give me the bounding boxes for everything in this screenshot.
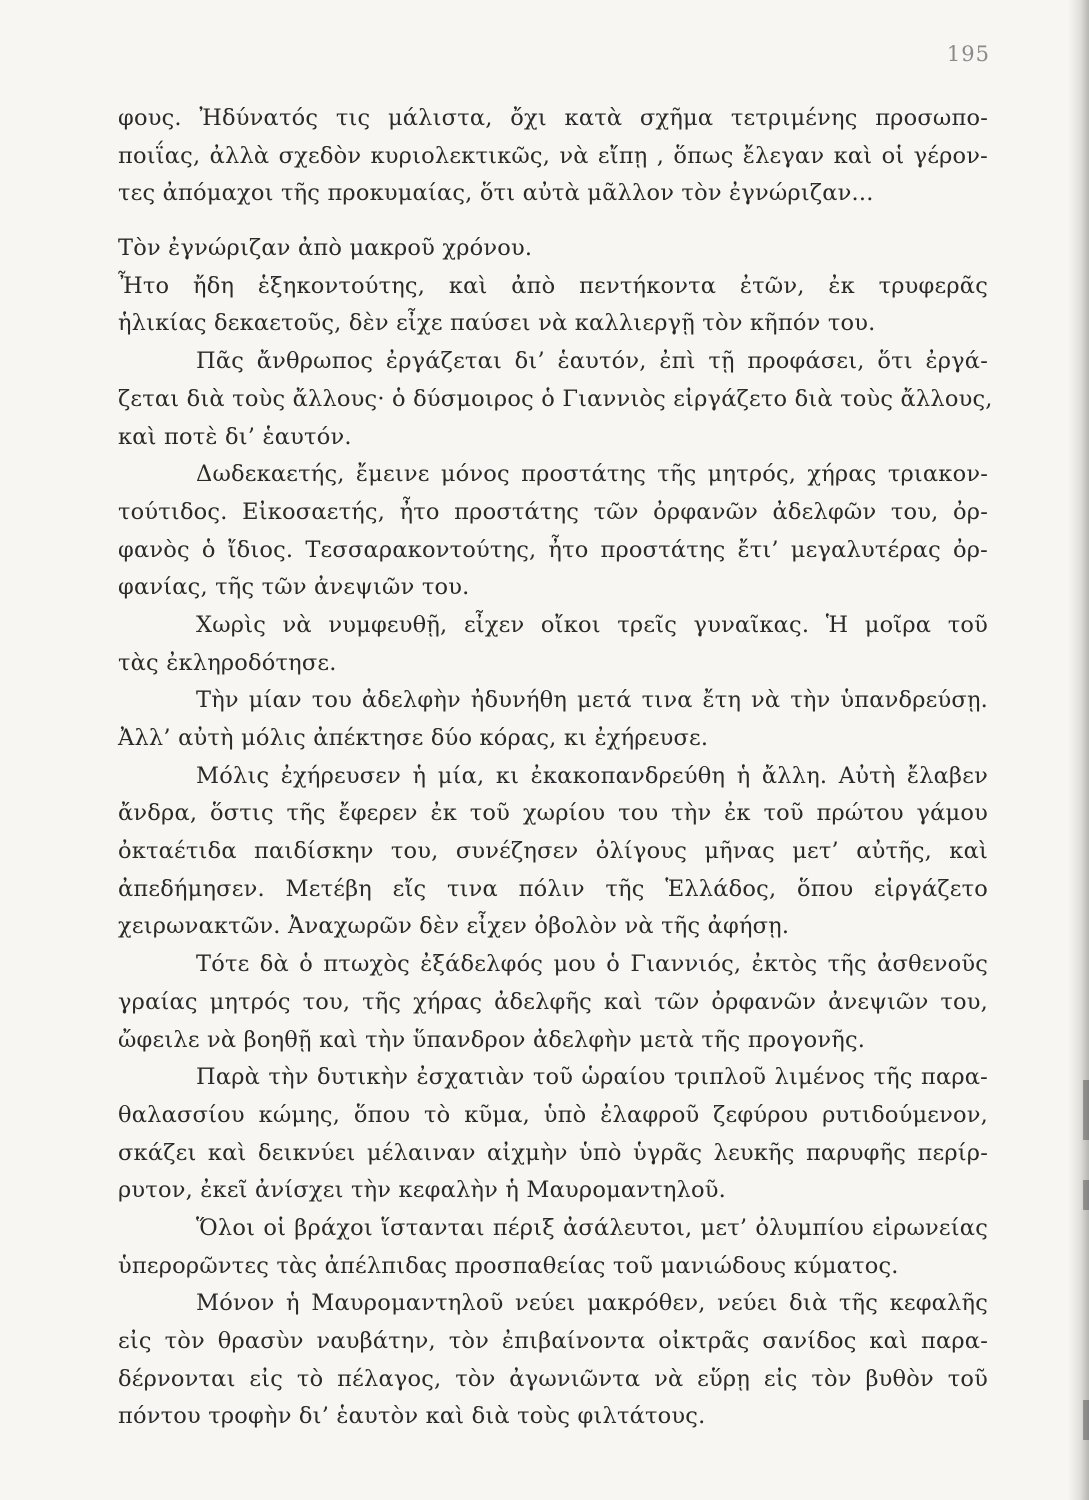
text-line: Ὅλοι οἱ βράχοι ἵστανται πέριξ ἀσάλευτοι, μετ’ ὀλυμπίου εἰρωνείας [196,1214,988,1241]
text-line: πόντου τροφὴν δι’ ἑαυτὸν καὶ διὰ τοὺς φιλτάτους. [118,1403,706,1430]
text-line: φανὸς ὁ ἴδιος. Τεσσαρακοντούτης, ἦτο προστάτης ἔτι’ μεγαλυτέρας ὀρ- [118,536,988,563]
text-line: Χωρὶς νὰ νυμφευθῇ, εἶχεν οἴκοι τρεῖς γυναῖκας. Ἡ μοῖρα τοῦ [196,611,988,638]
text-line: τες ἀπόμαχοι τῆς προκυμαίας, ὅτι αὐτὰ μᾶλλον τὸν ἐγνώριζαν... [118,180,874,207]
body-text [118,100,993,1436]
text-line: ὤφειλε νὰ βοηθῇ καὶ τὴν ὕπανδρον ἀδελφὴν μετὰ τῆς προγονῆς. [118,1026,866,1053]
page-edge-shadow [1083,1400,1089,1440]
text-line: θαλασσίου κώμης, ὅπου τὸ κῦμα, ὑπὸ ἐλαφροῦ ζεφύρου ρυτιδούμενον, [118,1101,988,1128]
text-line: ἡλικίας δεκαετοῦς, δὲν εἶχε παύσει νὰ καλλιεργῇ τὸν κῆπόν του. [118,310,876,337]
text-line: φους. Ἠδύνατός τις μάλιστα, ὄχι κατὰ σχῆμα τετριμένης προσωπο- [118,105,988,131]
text-line: Δωδεκαετής, ἔμεινε μόνος προστάτης τῆς μητρός, χήρας τριακον- [196,461,988,488]
text-line: Μόλις ἐχήρευσεν ἡ μία, κι ἐκακοπανδρεύθη ἡ ἄλλη. Αὐτὴ ἔλαβεν [196,762,988,789]
text-line: ὑπερορῶντες τὰς ἀπέλπιδας προσπαθείας τοῦ μανιώδους κύματος. [118,1252,899,1279]
text-line: Μόνον ἡ Μαυρομαντηλοῦ νεύει μακρόθεν, νεύει διὰ τῆς κεφαλῆς [196,1290,988,1317]
text-line: τὰς ἐκληροδότησε. [118,649,337,676]
text-line: ρυτον, ἐκεῖ ἀνίσχει τὴν κεφαλὴν ἡ Μαυρομαντηλοῦ. [118,1177,726,1204]
text-line: ζεται διὰ τοὺς ἄλλους· ὁ δύσμοιρος ὁ Γιαννιὸς εἰργάζετο διὰ τοὺς ἄλλους, [118,385,993,412]
text-line: Τὴν μίαν του ἀδελφὴν ἠδυνήθη μετά τινα ἔτη νὰ τὴν ὑπανδρεύσῃ. [196,687,988,714]
text-line: Πᾶς ἄνθρωπος ἐργάζεται δι’ ἑαυτόν, ἐπὶ τῇ προφάσει, ὅτι ἐργά- [196,348,988,375]
text-line: σκάζει καὶ δεικνύει μέλαιναν αἰχμὴν ὑπὸ ὑγρᾶς λευκῆς παρυφῆς περίρ- [118,1139,988,1166]
text-line: ὀκταέτιδα παιδίσκην του, συνέζησεν ὀλίγους μῆνας μετ’ αὐτῆς, καὶ [118,838,988,865]
text-line: Τότε δὰ ὁ πτωχὸς ἐξάδελφός μου ὁ Γιαννιός, ἐκτὸς τῆς ἀσθενοῦς [196,951,988,978]
text-line: ἄνδρα, ὅστις τῆς ἔφερεν ἐκ τοῦ χωρίου του τὴν ἐκ τοῦ πρώτου γάμου [118,800,988,827]
text-line: καὶ ποτὲ δι’ ἑαυτόν. [118,423,352,450]
text-line: χειρωνακτῶν. Ἀναχωρῶν δὲν εἶχεν ὀβολὸν νὰ τῆς ἀφήσῃ. [118,913,790,940]
text-line: γραίας μητρός του, τῆς χήρας ἀδελφῆς καὶ τῶν ὀρφανῶν ἀνεψιῶν του, [118,988,988,1015]
text-line: Τὸν ἐγνώριζαν ἀπὸ μακροῦ χρόνου. [118,235,533,262]
text-line: ποιΐας, ἀλλὰ σχεδὸν κυριολεκτικῶς, νὰ εἴπῃ , ὅπως ἔλεγαν καὶ οἱ γέρον- [118,142,988,169]
page-edge-shadow [1083,1180,1089,1210]
text-line: δέρνονται εἰς τὸ πέλαγος, τὸν ἀγωνιῶντα νὰ εὕρῃ εἰς τὸν βυθὸν τοῦ [118,1365,988,1392]
text-line: ἀπεδήμησεν. Μετέβη εἴς τινα πόλιν τῆς Ἑλλάδος, ὅπου εἰργάζετο [118,875,988,902]
text-line: φανίας, τῆς τῶν ἀνεψιῶν του. [118,574,470,601]
text-line: Ἀλλ’ αὐτὴ μόλις ἀπέκτησε δύο κόρας, κι ἐχήρευσε. [118,725,709,751]
text-line: Παρὰ τὴν δυτικὴν ἐσχατιὰν τοῦ ὡραίου τριπλοῦ λιμένος τῆς παρα- [196,1064,988,1091]
text-line: τούτιδος. Εἰκοσαετής, ἦτο προστάτης τῶν ὀρφανῶν ἀδελφῶν του, ὀρ- [118,498,988,525]
page-edge-shadow [1083,1080,1089,1140]
paragraph-gap [118,213,988,230]
text-line: εἰς τὸν θρασὺν ναυβάτην, τὸν ἐπιβαίνοντα οἰκτρᾶς σανίδος καὶ παρα- [118,1328,988,1354]
text-line: Ἦτο ἤδη ἑξηκοντούτης, καὶ ἀπὸ πεντήκοντα ἐτῶν, ἐκ τρυφερᾶς [118,272,988,299]
page-number: 195 [946,42,990,66]
